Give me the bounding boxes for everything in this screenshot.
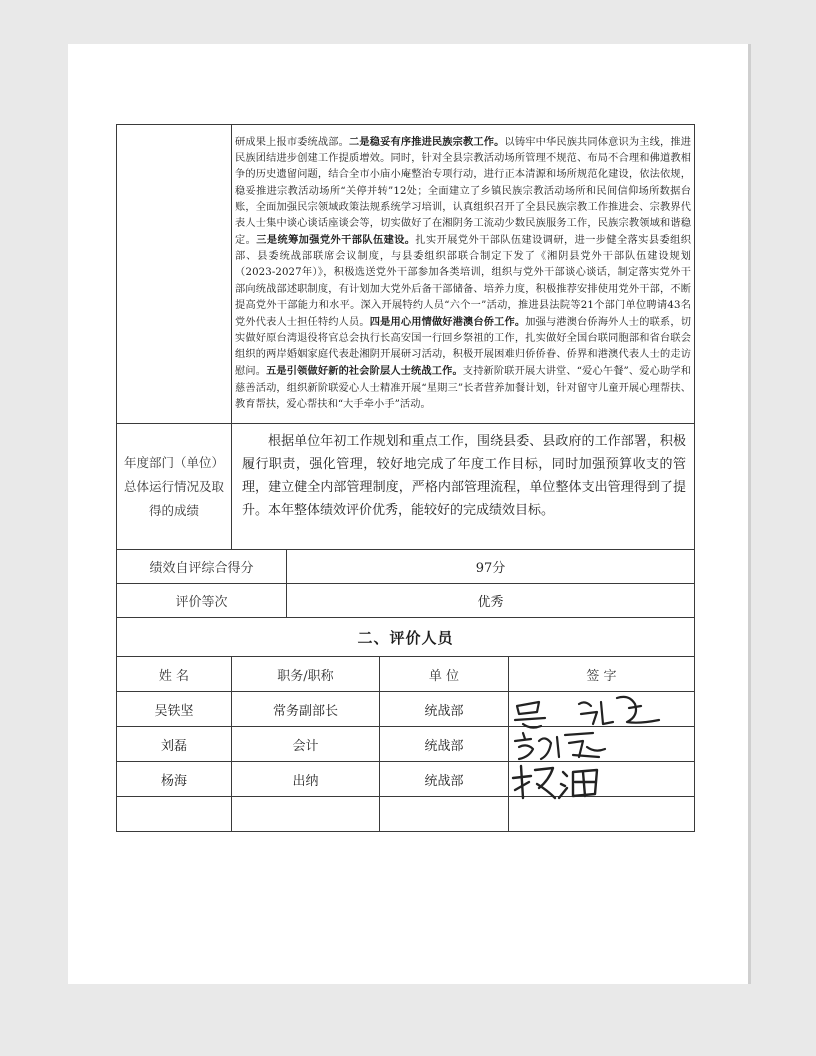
table-row — [117, 762, 695, 797]
summary-cell — [232, 424, 695, 550]
person-unit: 统战部 — [380, 692, 509, 727]
person-title — [232, 797, 380, 832]
person-unit: 统战部 — [380, 727, 509, 762]
narrative-point-3: 三是统筹加强党外干部队伍建设。 — [256, 234, 416, 247]
header-unit: 单 位 — [380, 657, 509, 692]
narrative-text — [232, 133, 694, 415]
section-2-title-row — [117, 618, 695, 657]
person-unit — [380, 797, 509, 832]
narrative-label-cell — [117, 125, 232, 424]
person-title: 常务副部长 — [232, 692, 380, 727]
page-edge — [748, 44, 751, 984]
score-label: 绩效自评综合得分 — [117, 550, 287, 584]
person-title: 会计 — [232, 727, 380, 762]
grade-row — [117, 584, 695, 618]
grade-value: 优秀 — [287, 584, 695, 618]
person-title: 出纳 — [232, 762, 380, 797]
header-title: 职务/职称 — [232, 657, 380, 692]
narrative-s3: 以铸牢中华民族共同体意识为主线，推进民族团结进步创建工作提质增效。同时，针对全县宗教活动场所管理不规范、布局不合理和佛道教相争的历史遗留问题，结合全市小庙小庵整治专项行动，进行正本清源和场所规范化建设，依法依规，稳妥推进宗教活动场所“关停并转”12处；全面建立了乡镇民族宗教活动场所和民间信仰场所数据台账，全面加强民宗领域政策法规系统学习培训，认真组织召开了全县民族宗教工作推进会、宗教界代表人士集中谈心谈话座谈会等，切实做好了在湘阴务工流动少数民族服务工作，民族宗教领域和谐稳定。 — [235, 137, 691, 247]
evaluation-table — [116, 124, 695, 832]
signature-cell — [509, 762, 695, 797]
person-name: 杨海 — [117, 762, 232, 797]
handwritten-signature-yang — [509, 754, 695, 804]
narrative-row — [117, 125, 695, 424]
person-name — [117, 797, 232, 832]
score-value: 97分 — [287, 550, 695, 584]
narrative-s7: 加强与港澳台侨海外人士的联系，切实做好原台湾退役将官总会执行长高安国一行回乡祭祖的工作，扎实做好全国台联同胞部和省台联会组织的两岸婚姻家庭代表赴湘阴开展研习活动，积极开展困难归侨侨眷、侨界和港澳代表人士的走访慰问。 — [235, 316, 691, 378]
narrative-s1: 研成果上报市委统战部。 — [235, 137, 350, 149]
person-name: 吴铁坚 — [117, 692, 232, 727]
narrative-point-5: 五是引领做好新的社会阶层人士统战工作。 — [266, 365, 463, 378]
person-name: 刘磊 — [117, 727, 232, 762]
header-signature: 签 字 — [509, 657, 695, 692]
score-row — [117, 550, 695, 584]
summary-row — [117, 424, 695, 550]
narrative-cell — [232, 125, 695, 424]
section-2-title: 二、评价人员 — [117, 618, 695, 657]
summary-label: 年度部门（单位）总体运行情况及取得的成绩 — [117, 424, 232, 550]
narrative-s9: 支持新阶联开展大讲堂、“爱心午餐”、爱心助学和慈善活动，组织新阶联爱心人士精准开展“星期三”长者营养加餐计划，针对留守儿童开展心理帮扶、教育帮扶，爱心帮扶和“大手牵小手”活动。 — [235, 366, 691, 410]
header-name: 姓 名 — [117, 657, 232, 692]
person-unit: 统战部 — [380, 762, 509, 797]
summary-text: 根据单位年初工作规划和重点工作，围绕县委、县政府的工作部署，积极履行职责，强化管理，较好地完成了年度工作目标，同时加强预算收支的管理，建立健全内部管理制度，严格内部管理流程，单位整体支出管理得到了提升。本年整体绩效评价优秀，能较好的完成绩效目标。 — [242, 434, 686, 518]
narrative-point-2: 二是稳妥有序推进民族宗教工作。 — [349, 136, 505, 149]
grade-label: 评价等次 — [117, 584, 287, 618]
narrative-point-4: 四是用心用情做好港澳台侨工作。 — [369, 315, 526, 328]
narrative-s5: 扎实开展党外干部队伍建设调研，进一步健全落实县委组织部、县委统战部联席会议制度，与县委组织部联合制定下发了《湘阴县党外干部队伍建设规划（2023-2027年）》，积极选送党外干部参加各类培训，组织与党外干部谈心谈话，制定落实党外干部向统战部述职制度，有计划加大党外后备干部储备、培养力度，积极推荐安排使用党外干部，不断提高党外干部能力和水平。深入开展特约人员“六个一”活动，推进县法院等21个部门单位聘请43名党外代表人士担任特约人员。 — [235, 235, 692, 328]
